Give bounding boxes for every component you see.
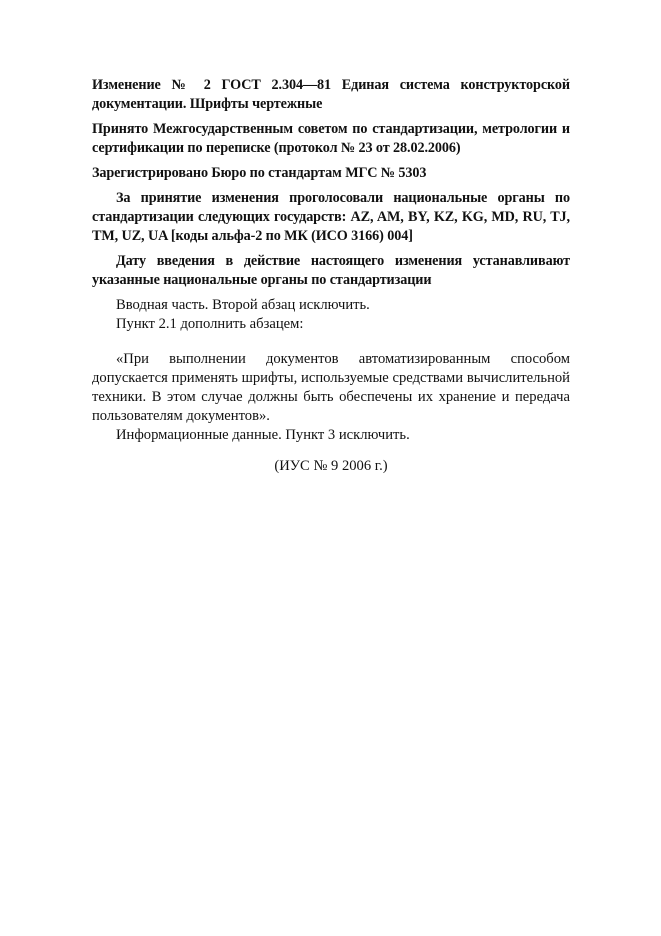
amendment-title: Изменение № 2 ГОСТ 2.304—81 Единая система конструкторской документации. Шрифты чертежные [92, 77, 570, 112]
item-2-1-paragraph: Пункт 2.1 дополнить абзацем: [116, 316, 304, 332]
voting-statement: За принятие изменения проголосовали национальные органы по стандартизации следующих государств: AZ, AM, BY, KZ, KG, MD, RU, TJ, TM, UZ, UA [коды альфа-2 по МК (ИСО 3166) 004] [92, 190, 570, 244]
registration-statement: Зарегистрировано Бюро по стандартам МГС № 5303 [92, 165, 427, 181]
quoted-paragraph: «При выполнении документов автоматизированным способом допускается применять шрифты, используемые средствами вычислительной техники. В этом случае должны быть обеспечены их хранение и передача пользователям документов». [92, 351, 570, 424]
info-paragraph: Информационные данные. Пункт 3 исключить. [116, 427, 410, 443]
effective-date-statement: Дату введения в действие настоящего изменения устанавливают указанные национальные органы по стандартизации [92, 253, 570, 288]
intro-paragraph: Вводная часть. Второй абзац исключить. [116, 297, 370, 313]
spacer [92, 334, 570, 350]
source-reference: (ИУС № 9 2006 г.) [274, 458, 388, 474]
document-content [92, 76, 570, 491]
adopted-statement: Принято Межгосударственным советом по стандартизации, метрологии и сертификации по переписке (протокол № 23 от 28.02.2006) [92, 121, 570, 156]
